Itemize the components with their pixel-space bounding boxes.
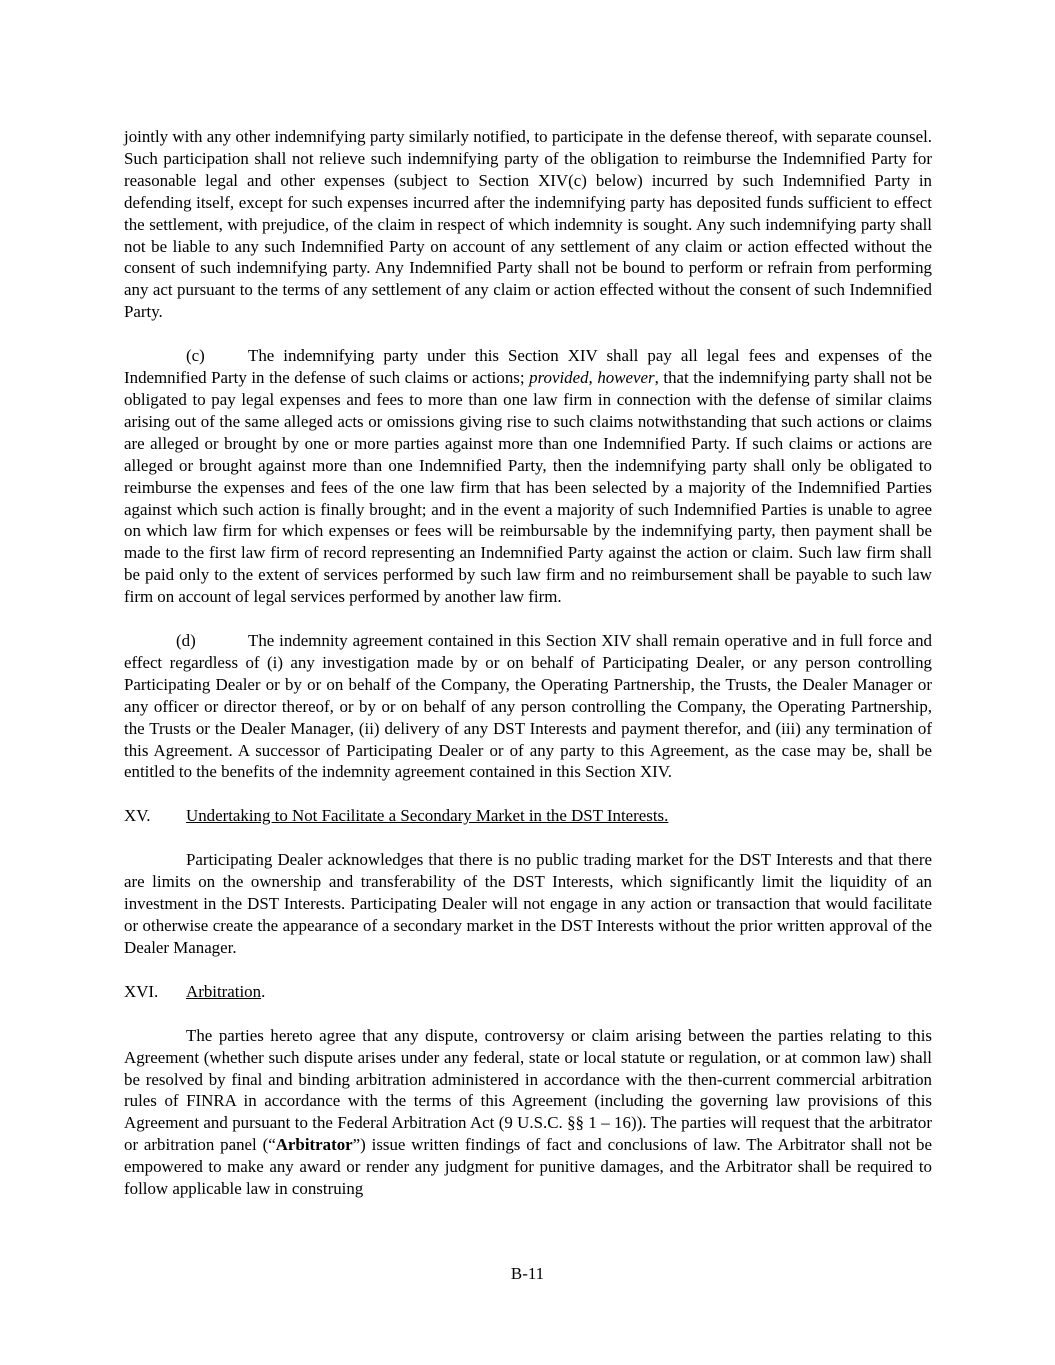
section-xvi-body	[124, 1025, 932, 1200]
paragraph-c	[124, 345, 932, 608]
section-xvi-body-text-2: ”) issue written findings of fact and conclusions of law. The Arbitrator shall not be empowered to make any award or render any judgment for punitive damages, and the Arbitrator shall be required to follow applicable law in construing	[124, 1135, 932, 1199]
paragraph-c-italic: provided, however	[529, 368, 655, 388]
section-xvi-body-text-1: The parties hereto agree that any dispute, controversy or claim arising between the parties relating to this Agreement (whether such dispute arises under any federal, state or local statute or regulation, or at common law) shall be resolved by final and binding arbitration administered in accordance with the then-current commercial arbitration rules of FINRA in accordance with the terms of this Agreement (including the governing law provisions of this Agreement and pursuant to the Federal Arbitration Act (9 U.S.C. §§ 1 – 16)). The parties will request that the arbitrator or arbitration panel (“	[124, 1025, 932, 1155]
section-xv-title: Undertaking to Not Facilitate a Secondary Market in the DST Interests.	[186, 806, 669, 826]
section-xvi-title: Arbitration	[186, 981, 262, 1001]
section-xvi-bold-term: Arbitrator	[275, 1135, 353, 1155]
section-xvi-title-suffix: .	[261, 981, 266, 1001]
paragraph-d-label: (d)	[176, 631, 196, 651]
page-number: B-11	[510, 1264, 545, 1283]
document-page	[124, 126, 932, 1222]
paragraph-c-label: (c)	[186, 346, 205, 366]
paragraph-continuation: jointly with any other indemnifying party similarly notified, to participate in the defense thereof, with separate counsel. Such participation shall not relieve such indemnifying party of the obligation to reimburse the Indemnified Party for reasonable legal and other expenses (subject to Section XIV(c) below) incurred by such Indemnified Party in defending itself, except for such expenses incurred after the indemnifying party has deposited funds sufficient to effect the settlement, with prejudice, of the claim in respect of which indemnity is sought. Any such indemnifying party shall not be liable to any such Indemnified Party on account of any settlement of any claim or action effected without the consent of such indemnifying party. Any Indemnified Party shall not be bound to perform or refrain from performing any act pursuant to the terms of any settlement of any claim or action effected without the consent of such Indemnified Party.	[124, 127, 932, 322]
section-xv-body: Participating Dealer acknowledges that there is no public trading market for the DST Interests and that there are limits on the ownership and transferability of the DST Interests, which significantly limit the liquidity of an investment in the DST Interests. Participating Dealer will not engage in any action or transaction that would facilitate or otherwise create the appearance of a secondary market in the DST Interests without the prior written approval of the Dealer Manager.	[124, 850, 932, 957]
paragraph-d-text: The indemnity agreement contained in this Section XIV shall remain operative and in full force and effect regardless of (i) any investigation made by or on behalf of Participating Dealer, or any person controlling Participating Dealer or by or on behalf of the Company, the Operating Partnership, the Trusts, the Dealer Manager or any officer or director thereof, or by or on behalf of any person controlling the Company, the Operating Partnership, the Trusts or the Dealer Manager, (ii) delivery of any DST Interests and payment therefor, and (iii) any termination of this Agreement. A successor of Participating Dealer or of any party to this Agreement, as the case may be, shall be entitled to the benefits of the indemnity agreement contained in this Section XIV.	[124, 631, 932, 782]
section-xvi-heading	[124, 981, 932, 1003]
paragraph-c-text-2: , that the indemnifying party shall not be obligated to pay legal expenses and fees to more than one law firm in connection with the defense of similar claims arising out of the same alleged acts or omissions giving rise to such claims notwithstanding that such actions or claims are alleged or brought by one or more parties against more than one Indemnified Party. If such claims or actions are alleged or brought against more than one Indemnified Party, then the indemnifying party shall only be obligated to reimburse the expenses and fees of the one law firm that has been selected by a majority of the Indemnified Parties against which such action is finally brought; and in the event a majority of such Indemnified Parties is unable to agree on which law firm for which expenses or fees will be reimbursable by the indemnifying party, then payment shall be made to the first law firm of record representing an Indemnified Party against the action or claim. Such law firm shall be paid only to the extent of services performed by such law firm and no reimbursement shall be payable to such law firm on account of legal services performed by another law firm.	[124, 368, 932, 607]
section-xv-heading	[124, 805, 932, 827]
paragraph-c-text-1: The indemnifying party under this Section XIV shall pay all legal fees and expenses of the Indemnified Party in the defense of such claims or actions;	[124, 346, 932, 388]
section-xvi-number: XVI.	[124, 981, 159, 1001]
paragraph-d	[124, 630, 932, 783]
section-xv-number: XV.	[124, 806, 151, 826]
